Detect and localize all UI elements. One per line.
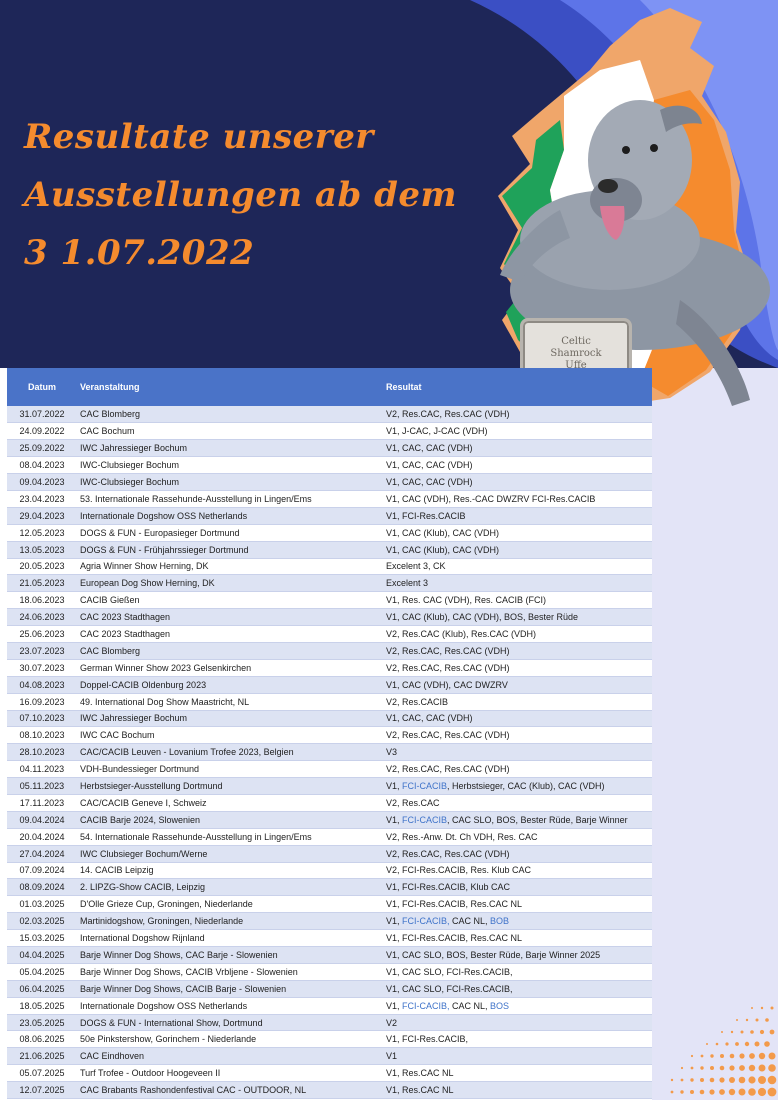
cell-result: V1, CAC SLO, FCI-Res.CACIB,	[383, 963, 652, 980]
cell-event: 50e Pinkstershow, Gorinchem - Niederlande	[77, 1031, 383, 1048]
cell-result: V1	[383, 1048, 652, 1065]
cell-date: 05.07.2025	[7, 1065, 77, 1082]
title-line-3: 3 1.07.2022	[24, 233, 255, 273]
cell-result: V1, CAC, CAC (VDH)	[383, 474, 652, 491]
page-title	[24, 108, 457, 282]
cell-date: 04.08.2023	[7, 676, 77, 693]
cell-date: 27.04.2024	[7, 845, 77, 862]
table-row	[7, 778, 652, 795]
table-row	[7, 896, 652, 913]
cell-result: V1, FCI-Res.CACIB, Klub CAC	[383, 879, 652, 896]
cell-date: 12.05.2023	[7, 524, 77, 541]
cell-date: 20.04.2024	[7, 828, 77, 845]
cell-date: 09.04.2023	[7, 474, 77, 491]
cell-date: 24.09.2022	[7, 423, 77, 440]
table-row	[7, 1048, 652, 1065]
cell-event: 54. Internationale Rassehunde-Ausstellung in Lingen/Ems	[77, 828, 383, 845]
cell-result: V1, FCI-Res.CACIB	[383, 507, 652, 524]
cell-result: V2, Res.CAC, Res.CAC (VDH)	[383, 845, 652, 862]
table-row	[7, 1031, 652, 1048]
cell-date: 06.04.2025	[7, 980, 77, 997]
table-row	[7, 947, 652, 964]
cell-result: V2, Res.-Anw. Dt. Ch VDH, Res. CAC	[383, 828, 652, 845]
table-row	[7, 1082, 652, 1099]
cell-date: 07.10.2023	[7, 710, 77, 727]
cell-event: German Winner Show 2023 Gelsenkirchen	[77, 659, 383, 676]
cell-date: 05.11.2023	[7, 778, 77, 795]
cell-result: V1, CAC SLO, FCI-Res.CACIB,	[383, 980, 652, 997]
table-header-row	[7, 368, 652, 406]
cell-date: 07.09.2024	[7, 862, 77, 879]
cell-date: 23.07.2023	[7, 642, 77, 659]
cell-date: 01.03.2025	[7, 896, 77, 913]
table-row	[7, 794, 652, 811]
cell-event: CAC/CACIB Geneve I, Schweiz	[77, 794, 383, 811]
cell-date: 04.11.2023	[7, 761, 77, 778]
cell-date: 21.05.2023	[7, 575, 77, 592]
col-header-event: Veranstaltung	[80, 382, 140, 392]
table-row	[7, 524, 652, 541]
cell-result: V2, Res.CAC, Res.CAC (VDH)	[383, 761, 652, 778]
result-part: CAC NL,	[449, 1000, 491, 1011]
dot-pattern-decoration	[652, 930, 778, 1100]
result-part: FCI-CACIB	[402, 814, 448, 825]
col-header-result: Resultat	[386, 382, 422, 392]
cell-result: V2, Res.CAC, Res.CAC (VDH)	[383, 642, 652, 659]
cell-result: V1, CAC, CAC (VDH)	[383, 710, 652, 727]
table-row	[7, 474, 652, 491]
cell-event: IWC-Clubsieger Bochum	[77, 474, 383, 491]
cell-event: Barje Winner Dog Shows, CACIB Barje - Slowenien	[77, 980, 383, 997]
cell-date: 09.04.2024	[7, 811, 77, 828]
cell-result: V1, FCI-Res.CACIB, Res.CAC NL	[383, 896, 652, 913]
result-part: V1,	[386, 781, 403, 792]
result-part: V1,	[386, 916, 403, 927]
table-row	[7, 490, 652, 507]
cell-date: 08.10.2023	[7, 727, 77, 744]
cell-event: Internationale Dogshow OSS Netherlands	[77, 507, 383, 524]
table-row	[7, 913, 652, 930]
cell-event: International Dogshow Rijnland	[77, 930, 383, 947]
result-part: BOS	[490, 1000, 510, 1011]
cell-result: V1, CAC (Klub), CAC (VDH), BOS, Bester Rüde	[383, 609, 652, 626]
cell-event: IWC Jahressieger Bochum	[77, 440, 383, 457]
cell-result: V2, Res.CAC, Res.CAC (VDH)	[383, 406, 652, 423]
cell-result: V1, CAC, CAC (VDH)	[383, 440, 652, 457]
cell-date: 23.04.2023	[7, 490, 77, 507]
cell-event: IWC Jahressieger Bochum	[77, 710, 383, 727]
cell-event: CAC Eindhoven	[77, 1048, 383, 1065]
cell-event: 2. LIPZG-Show CACIB, Leipzig	[77, 879, 383, 896]
cell-result: V1, CAC (Klub), CAC (VDH)	[383, 541, 652, 558]
result-part: BOB	[490, 916, 510, 927]
table-row	[7, 845, 652, 862]
cell-event: CAC Brabants Rashondenfestival CAC - OUTDOOR, NL	[77, 1082, 383, 1099]
table-row	[7, 710, 652, 727]
cell-date: 18.06.2023	[7, 592, 77, 609]
cell-result: V1, J-CAC, J-CAC (VDH)	[383, 423, 652, 440]
cell-event: Herbstsieger-Ausstellung Dortmund	[77, 778, 383, 795]
table-row	[7, 558, 652, 575]
cell-date: 18.05.2025	[7, 997, 77, 1014]
cell-result: V1, CAC (VDH), CAC DWZRV	[383, 676, 652, 693]
cell-date: 20.05.2023	[7, 558, 77, 575]
cell-event: CAC 2023 Stadthagen	[77, 609, 383, 626]
cell-result: V1, CAC, CAC (VDH)	[383, 457, 652, 474]
cell-date: 30.07.2023	[7, 659, 77, 676]
result-part: , CAC SLO, BOS, Bester Rüde, Barje Winner	[447, 814, 628, 825]
table-row	[7, 676, 652, 693]
title-line-1: Resultate unserer	[24, 117, 374, 157]
cell-date: 17.11.2023	[7, 794, 77, 811]
cell-result	[383, 913, 652, 930]
cell-event: CAC/CACIB Leuven - Lovanium Trofee 2023, Belgien	[77, 744, 383, 761]
cell-date: 02.03.2025	[7, 913, 77, 930]
cell-event: Martinidogshow, Groningen, Niederlande	[77, 913, 383, 930]
cell-date: 25.09.2022	[7, 440, 77, 457]
cell-result: V1, CAC SLO, BOS, Bester Rüde, Barje Winner 2025	[383, 947, 652, 964]
table-row	[7, 626, 652, 643]
cell-result: V1, Res.CAC NL	[383, 1082, 652, 1099]
celtic-shamrock-logo: Celtic Shamrock Uffe	[520, 318, 632, 390]
cell-event: IWC Clubsieger Bochum/Werne	[77, 845, 383, 862]
result-part: V1,	[386, 1000, 403, 1011]
table-row	[7, 575, 652, 592]
table-row	[7, 609, 652, 626]
table-row	[7, 693, 652, 710]
cell-event: IWC-Clubsieger Bochum	[77, 457, 383, 474]
cell-date: 12.07.2025	[7, 1082, 77, 1099]
table-row	[7, 1065, 652, 1082]
results-table	[7, 368, 652, 1099]
table-row	[7, 930, 652, 947]
title-line-2: Ausstellungen ab dem	[24, 175, 457, 215]
cell-event: DOGS & FUN - International Show, Dortmund	[77, 1014, 383, 1031]
cell-result: V2, Res.CAC	[383, 794, 652, 811]
result-part: V1,	[386, 814, 403, 825]
cell-result: Excelent 3, CK	[383, 558, 652, 575]
table-row	[7, 541, 652, 558]
cell-result: V2, Res.CACIB	[383, 693, 652, 710]
cell-event: Internationale Dogshow OSS Netherlands	[77, 997, 383, 1014]
cell-event: DOGS & FUN - Europasieger Dortmund	[77, 524, 383, 541]
table-row	[7, 879, 652, 896]
result-part: CAC NL,	[449, 916, 491, 927]
cell-result: V1, FCI-Res.CACIB, Res.CAC NL	[383, 930, 652, 947]
table-row	[7, 659, 652, 676]
cell-date: 24.06.2023	[7, 609, 77, 626]
cell-date: 21.06.2025	[7, 1048, 77, 1065]
cell-result	[383, 997, 652, 1014]
cell-event: CAC 2023 Stadthagen	[77, 626, 383, 643]
cell-event: CACIB Gießen	[77, 592, 383, 609]
cell-date: 15.03.2025	[7, 930, 77, 947]
cell-event: Barje Winner Dog Shows, CAC Barje - Slowenien	[77, 947, 383, 964]
cell-result: V2, FCI-Res.CACIB, Res. Klub CAC	[383, 862, 652, 879]
table-row	[7, 457, 652, 474]
result-part: FCI-CACIB,	[402, 1000, 450, 1011]
cell-result: V2, Res.CAC, Res.CAC (VDH)	[383, 727, 652, 744]
table-row	[7, 440, 652, 457]
table-row	[7, 642, 652, 659]
cell-event: Barje Winner Dog Shows, CACIB Vrbljene - Slowenien	[77, 963, 383, 980]
cell-event: D'Olle Grieze Cup, Groningen, Niederlande	[77, 896, 383, 913]
cell-event: VDH-Bundessieger Dortmund	[77, 761, 383, 778]
table-row	[7, 507, 652, 524]
cell-date: 08.06.2025	[7, 1031, 77, 1048]
cell-date: 25.06.2023	[7, 626, 77, 643]
table-row	[7, 727, 652, 744]
result-part: FCI-CACIB,	[402, 916, 450, 927]
cell-result: V1, Res. CAC (VDH), Res. CACIB (FCI)	[383, 592, 652, 609]
cell-event: CAC Blomberg	[77, 642, 383, 659]
cell-date: 31.07.2022	[7, 406, 77, 423]
cell-date: 04.04.2025	[7, 947, 77, 964]
cell-event: 49. International Dog Show Maastricht, NL	[77, 693, 383, 710]
table-row	[7, 423, 652, 440]
cell-result: V3	[383, 744, 652, 761]
cell-date: 29.04.2023	[7, 507, 77, 524]
cell-date: 23.05.2025	[7, 1014, 77, 1031]
table-row	[7, 1014, 652, 1031]
cell-result: V1, CAC (VDH), Res.-CAC DWZRV FCI-Res.CACIB	[383, 490, 652, 507]
table-row	[7, 406, 652, 423]
table-row	[7, 744, 652, 761]
table-body	[7, 406, 652, 1099]
cell-event: 14. CACIB Leipzig	[77, 862, 383, 879]
cell-event: European Dog Show Herning, DK	[77, 575, 383, 592]
cell-result: V1, FCI-Res.CACIB,	[383, 1031, 652, 1048]
cell-result	[383, 811, 652, 828]
cell-result: Excelent 3	[383, 575, 652, 592]
cell-result: V1, Res.CAC NL	[383, 1065, 652, 1082]
cell-date: 28.10.2023	[7, 744, 77, 761]
result-part: , Herbstsieger, CAC (Klub), CAC (VDH)	[447, 781, 605, 792]
cell-date: 16.09.2023	[7, 693, 77, 710]
table-row	[7, 811, 652, 828]
result-part: FCI-CACIB	[402, 781, 448, 792]
cell-result: V2, Res.CAC (Klub), Res.CAC (VDH)	[383, 626, 652, 643]
table-row	[7, 761, 652, 778]
cell-result: V1, CAC (Klub), CAC (VDH)	[383, 524, 652, 541]
table-row	[7, 828, 652, 845]
cell-event: IWC CAC Bochum	[77, 727, 383, 744]
table-row	[7, 862, 652, 879]
cell-event: Doppel-CACIB Oldenburg 2023	[77, 676, 383, 693]
col-header-date: Datum	[27, 382, 56, 392]
cell-event: CAC Bochum	[77, 423, 383, 440]
cell-result	[383, 778, 652, 795]
cell-event: CAC Blomberg	[77, 406, 383, 423]
table-row	[7, 980, 652, 997]
cell-date: 13.05.2023	[7, 541, 77, 558]
cell-event: Agria Winner Show Herning, DK	[77, 558, 383, 575]
table-row	[7, 997, 652, 1014]
cell-result: V2, Res.CAC, Res.CAC (VDH)	[383, 659, 652, 676]
cell-result: V2	[383, 1014, 652, 1031]
cell-event: Turf Trofee - Outdoor Hoogeveen II	[77, 1065, 383, 1082]
cell-date: 08.04.2023	[7, 457, 77, 474]
cell-event: DOGS & FUN - Frühjahrssieger Dortmund	[77, 541, 383, 558]
cell-date: 08.09.2024	[7, 879, 77, 896]
cell-event: CACIB Barje 2024, Slowenien	[77, 811, 383, 828]
cell-event: 53. Internationale Rassehunde-Ausstellung in Lingen/Ems	[77, 490, 383, 507]
cell-date: 05.04.2025	[7, 963, 77, 980]
table-row	[7, 963, 652, 980]
table-row	[7, 592, 652, 609]
